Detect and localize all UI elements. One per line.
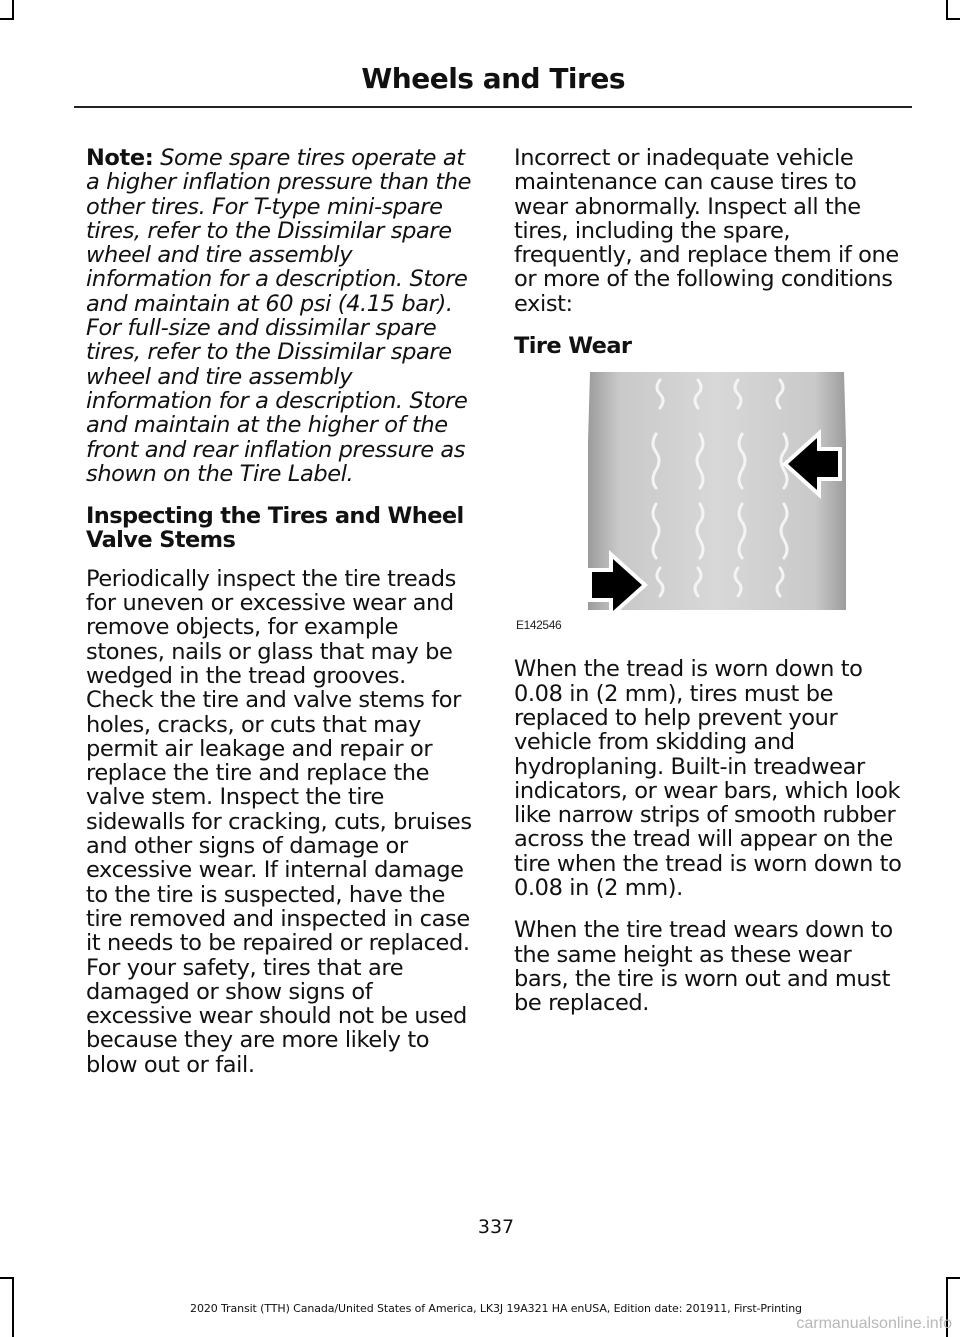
footer-text: 2020 Transit (TTH) Canada/United States of America, LK3J 19A321 HA enUSA, Edition date: 201911, First-Printing <box>190 1302 802 1315</box>
figure-id-label: E142546 <box>516 618 562 633</box>
note-text: Some spare tires operate at a higher inflation pressure than the other tires. For T-type mini-spare tires, refer to the Dissimilar spare wheel and tire assembly information for a description. Store and maintain at 60 psi (4.15 bar). For full-size and dissimilar spare tires, refer to the Dissimilar spare wheel and tire assembly information for a description. Store and maintain at the higher of the front and rear inflation pressure as shown on the Tire Label. <box>86 145 472 487</box>
tire-tread-illustration <box>512 372 852 637</box>
crop-mark <box>946 0 948 18</box>
crop-mark <box>0 18 14 20</box>
wear-bars-paragraph: When the tire tread wears down to the same height as these wear bars, the tire is worn out and must be replaced. <box>514 917 893 1017</box>
section-heading-tire-wear: Tire Wear <box>514 333 632 360</box>
note-paragraph <box>86 146 478 486</box>
crop-mark <box>946 18 960 20</box>
page-header-title: Wheels and Tires <box>361 62 625 95</box>
intro-paragraph: Incorrect or inadequate vehicle maintenance can cause tires to wear abnormally. Inspect all the tires, including the spare, frequently, and replace them if one or more of the following conditions exist: <box>514 145 899 317</box>
header-divider <box>74 106 912 108</box>
tire-wear-figure <box>512 372 852 637</box>
page-number: 337 <box>477 1216 515 1238</box>
watermark-text: carmanualsonline.info <box>796 1315 952 1332</box>
crop-mark <box>946 1277 960 1279</box>
crop-mark <box>0 1277 14 1279</box>
crop-mark <box>12 0 14 18</box>
inspection-paragraph: Periodically inspect the tire treads for uneven or excessive wear and remove objects, for example stones, nails or glass that may be wedged in the tread grooves. Check the tire and valve stems for holes, cracks, or cuts that may permit air leakage and repair or replace the tire and replace the valve stem. Inspect the tire sidewalls for cracking, cuts, bruises and other signs of damage or excessive wear. If internal damage to the tire is suspected, have the tire removed and inspected in case it needs to be repaired or replaced. For your safety, tires that are damaged or show signs of excessive wear should not be used because they are more likely to blow out or fail. <box>86 565 472 1078</box>
section-heading-inspecting: Inspecting the Tires and Wheel Valve Stems <box>86 503 464 554</box>
left-column <box>86 146 478 1095</box>
right-column <box>514 146 909 1034</box>
tread-wear-paragraph: When the tread is worn down to 0.08 in (2 mm), tires must be replaced to help prevent your vehicle from skidding and hydroplaning. Built-in treadwear indicators, or wear bars, which look like narrow strips of smooth rubber across the tread will appear on the tire when the tread is worn down to 0.08 in (2 mm). <box>514 656 902 902</box>
note-label: Note: <box>86 145 154 171</box>
